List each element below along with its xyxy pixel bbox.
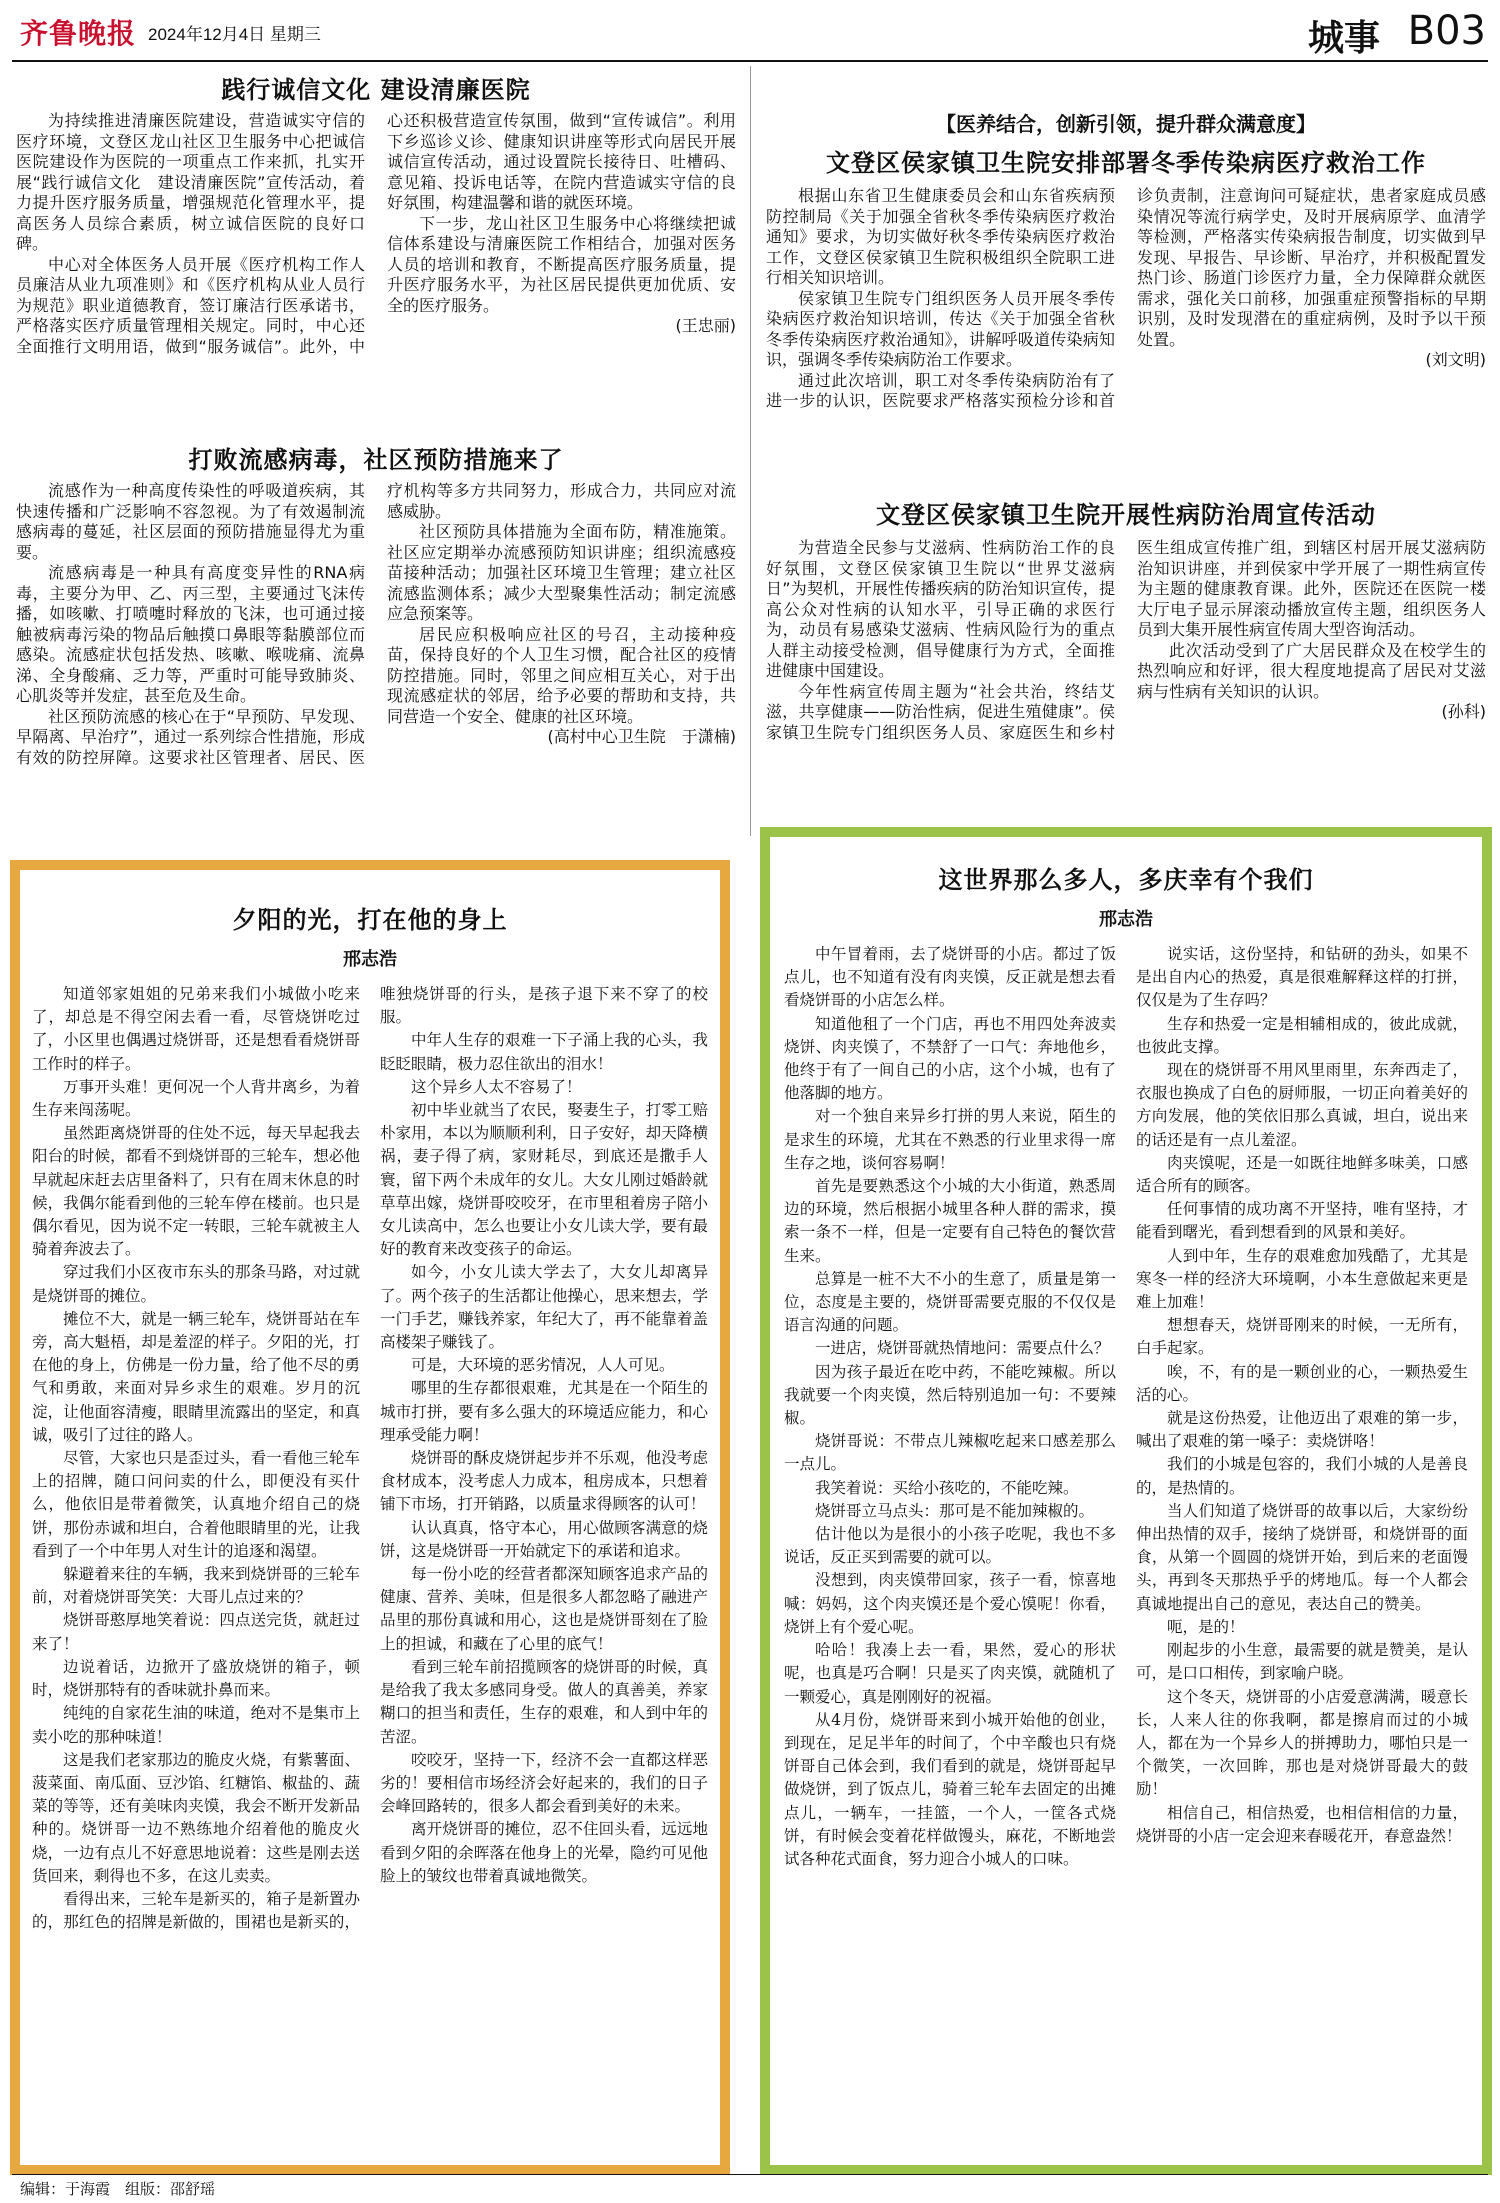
paragraph: 烧饼哥的酥皮烧饼起步并不乐观，他没考虑食材成本，没考虑人力成本，租房成本，只想着铺下市场，打开销路，以质量求得顾客的认可！	[380, 1449, 708, 1514]
paragraph: 咬咬牙，坚持一下，经济不会一直都这样恶劣的！要相信市场经济会好起来的，我们的日子会峰回路转的，很多人都会看到美好的未来。	[380, 1750, 708, 1816]
paragraph: 离开烧饼哥的摊位，忍不住回头看，远远地看到夕阳的余晖落在他身上的光晕，隐约可见他脸上的皱纹也带着真诚地微笑。	[380, 1820, 708, 1885]
article-title: 践行诚信文化 建设清廉医院	[221, 76, 531, 104]
header-rule	[12, 60, 1488, 62]
paragraph: 相信自己，相信热爱，也相信相信的力量，烧饼哥的小店一定会迎来春暖花开，春意盎然！	[1136, 1803, 1468, 1845]
section-title: 城事	[1307, 18, 1380, 59]
paragraph: 万事开头难！更何况一个人背井离乡，为着生存来闯荡呢。	[32, 1077, 360, 1120]
paragraph: 呃，是的！	[1167, 1617, 1245, 1636]
paragraph: 首先是要熟悉这个小城的大小街道，熟悉周边的环境，然后根据小城里各种人群的需求，摸索一条不一样，但是一定要有自己特色的餐饮营生来。	[784, 1177, 1116, 1265]
article-byline: 邢志浩	[1099, 909, 1153, 930]
paragraph: 流感作为一种高度传染性的呼吸道疾病，其快速传播和广泛影响不容忽视。为了有效遏制流感病毒的蔓延，社区层面的预防措施显得尤为重要。	[16, 481, 365, 562]
article-body	[16, 481, 736, 836]
article-title: 夕阳的光，打在他的身上	[232, 906, 508, 934]
article-title: 这世界那么多人，多庆幸有个我们	[938, 866, 1314, 894]
page-number: B03	[1407, 8, 1486, 54]
paragraph: 今年性病宣传周主题为“社会共治，终结艾滋，共享健康——防治性病，促进生殖健康”。侯家镇卫生院专门组织医务人员、家庭医生和乡村医生组成宣传推广组，到辖区村居开展艾滋病防治知识讲座，并到侯家中学开展了一期性病宣传为主题的健康教育课。此外，医院还在医院一楼大厅电子显示屏滚动播放宣传主题，组织医务人员到大集开展性病宣传周大型咨询活动。	[766, 538, 1486, 742]
paragraph: 躲避着来往的车辆，我来到烧饼哥的三轮车前，对着烧饼哥笑笑：大哥儿点过来的？	[32, 1565, 360, 1607]
paragraph: 任何事情的成功离不开坚持，唯有坚持，才能看到曙光，看到想看到的风景和美好。	[1136, 1200, 1468, 1242]
paragraph: 这是我们老家那边的脆皮火烧，有紫薯面、菠菜面、南瓜面、豆沙馅、红糖馅、椒盐的、蔬菜的等等，还有美味肉夹馍，我会不断开发新品种的。烧饼哥一边不熟练地介绍着他的脆皮火烧，一边有点儿不好意思地说着：这些是刚去送货回来，剩得也不多，在这儿卖卖。	[32, 1750, 360, 1885]
paragraph: 社区预防流感的核心在于“早预防、早发现、早隔离、早治疗”，通过一系列综合性措施，形成有效的防控屏障。这要求社区管理者、居民、医疗机构等多方共同努力，形成合力，共同应对流感威胁。	[16, 481, 736, 767]
paragraph: 没想到，肉夹馍带回家，孩子一看，惊喜地喊：妈妈，这个肉夹馍还是个爱心馍呢！你看，烧饼上有个爱心呢。	[784, 1571, 1116, 1636]
paragraph: 初中毕业就当了农民，娶妻生子，打零工赔朴家用，本以为顺顺利利，日子安好，却天降横祸，妻子得了病，家财耗尽，到底还是撒手人寰，留下两个未成年的女儿。大女儿刚过婚龄就草草出嫁，烧饼哥咬咬牙，在市里租着房子陪小女儿读高中，怎么也要让小女儿读大学，要有最好的教育来改变孩子的命运。	[380, 1101, 708, 1259]
paragraph: 肉夹馍呢，还是一如既往地鲜多味美，口感适合所有的顾客。	[1136, 1153, 1468, 1196]
paragraph: 当人们知道了烧饼哥的故事以后，大家纷纷伸出热情的双手，接纳了烧饼哥，和烧饼哥的面食，从第一个圆圆的烧饼开始，到后来的老面馒头，再到冬天那热乎乎的烤地瓜。每一个人都会真诚地提出自己的意见，表达自己的赞美。	[1136, 1501, 1468, 1613]
paragraph: 一进店，烧饼哥就热情地问：需要点什么？	[815, 1339, 1110, 1358]
paragraph: 唉，不，有的是一颗创业的心，一颗热爱生活的心。	[1136, 1362, 1468, 1404]
editor-credits: 编辑：于海霞 组版：邵舒瑶	[20, 2181, 216, 2198]
paragraph: 根据山东省卫生健康委员会和山东省疾病预防控制局《关于加强全省秋冬季传染病医疗救治通知》要求，为切实做好秋冬季传染病医疗救治工作，文登区侯家镇卫生院积极组织全院职工进行相关知识培训。	[766, 186, 1115, 287]
issue-date: 2024年12月4日 星期三	[148, 25, 321, 44]
paragraph: 社区预防具体措施为全面布防，精准施策。社区应定期举办流感预防知识讲座；组织流感疫苗接种活动；加强社区环境卫生管理；建立社区流感监测体系；减少大型聚集性活动；制定流感应急预案等。	[387, 522, 736, 623]
article-lucky-us	[784, 860, 1468, 2178]
paragraph: 刚起步的小生意，最需要的就是赞美，是认可，是口口相传，到家喻户晓。	[1136, 1641, 1468, 1683]
paragraph: 边说着话，边掀开了盛放烧饼的箱子，顿时，烧饼那特有的香味就扑鼻而来。	[32, 1657, 360, 1700]
paragraph: 烧饼哥立马点头：那可是不能加辣椒的。	[815, 1501, 1095, 1520]
paragraph: 中年人生存的艰难一下子涌上我的心头，我眨眨眼睛，极力忍住欲出的泪水！	[380, 1031, 708, 1073]
article-body	[32, 983, 708, 2178]
paragraph: 居民应积极响应社区的号召，主动接种疫苗，保持良好的个人卫生习惯，配合社区的疫情防控措施。同时，邻里之间应相互关心，对于出现流感症状的邻居，给予必要的帮助和支持，共同营造一个安全、健康的社区环境。	[387, 624, 736, 726]
paragraph: 就是这份热爱，让他迈出了艰难的第一步，喊出了艰难的第一嗓子：卖烧饼咯！	[1136, 1409, 1468, 1451]
paragraph: 每一份小吃的经营者都深知顾客追求产品的健康、营养、美味，但是很多人都忽略了融进产品里的那份真诚和用心，这也是烧饼哥刻在了脸上的担诚，和藏在了心里的底气！	[380, 1565, 708, 1653]
article-title: 文登区侯家镇卫生院开展性病防治周宣传活动	[876, 501, 1376, 529]
paragraph: 想想春天，烧饼哥刚来的时候，一无所有，白手起家。	[1136, 1316, 1468, 1358]
newspaper-logo: 齐鲁晚报	[20, 17, 137, 50]
paragraph: 这个冬天，烧饼哥的小店爱意满满，暖意长长，人来人往的你我啊，都是擦肩而过的小城人，都在为一个异乡人的拼搏助力，哪怕只是一个微笑，一次回眸，那也是对烧饼哥最大的鼓励！	[1136, 1687, 1468, 1799]
paragraph: 烧饼哥憨厚地笑着说：四点送完货，就赶过来了！	[32, 1611, 360, 1653]
paragraph: 摊位不大，就是一辆三轮车，烧饼哥站在车旁，高大魁梧，却是羞涩的样子。夕阳的光，打在他的身上，仿佛是一份力量，给了他不尽的勇气和勇敢，来面对异乡求生的艰难。岁月的沉淀，让他面容清瘦，眼睛里流露出的坚定，和真诚，吸引了过往的路人。	[32, 1309, 360, 1444]
article-integrity-hospital	[16, 70, 736, 411]
paragraph: 为持续推进清廉医院建设，营造诚实守信的医疗环境，文登区龙山社区卫生服务中心把诚信医院建设作为医院的一项重点工作来抓，扎实开展“践行诚信文化 建设清廉医院”宣传活动，着力提升医疗服务质量，增强规范化管理水平，提高医务人员综合素质，树立诚信医院的良好口碑。	[16, 111, 365, 253]
paragraph: 中心对全体医务人员开展《医疗机构工作人员廉洁从业九项准则》和《医疗机构从业人员行为规范》职业道德教育，签订廉洁行医承诺书，严格落实医疗质量管理相关规定。同时，中心还全面推行文明用语，做到“服务诚信”。此外，中心还积极营造宣传氛围，做到“宣传诚信”。利用下乡巡诊义诊、健康知识讲座等形式向居民开展诚信宣传活动，通过设置院长接待日、吐槽码、意见箱、投诉电话等，在院内营造诚实守信的良好氛围，构建温馨和谐的就医环境。	[16, 111, 736, 356]
paragraph: 我笑着说：买给小孩吃的，不能吃辣。	[815, 1478, 1079, 1497]
paragraph: 现在的烧饼哥不用风里雨里，东奔西走了，衣服也换成了白色的厨师服，一切正向着美好的方向发展，他的笑依旧那么真诚，坦白，说出来的话还是有一点儿羞涩。	[1136, 1061, 1468, 1149]
article-author: (刘文明)	[1425, 350, 1486, 369]
paragraph: 说实话，这份坚持，和钻研的劲头，如果不是出自内心的热爱，真是很难解释这样的打拼，仅仅是为了生存吗？	[1136, 945, 1468, 1010]
article-title: 文登区侯家镇卫生院安排部署冬季传染病医疗救治工作	[826, 149, 1426, 177]
paragraph: 通过此次培训，职工对冬季传染病防治有了进一步的认识，医院要求严格落实预检分诊和首诊负责制，注意询问可疑症状，患者家庭成员感染情况等流行病学史，及时开展病原学、血清学等检测，严格落实传染病报告制度，切实做到早发现、早报告、早诊断、早治疗，并积极配置发热门诊、肠道门诊医疗力量，全力保障群众就医需求，强化关口前移，加强重症预警指标的早期识别，及时发现潜在的重症病例，及时予以干预处置。	[766, 186, 1486, 410]
paragraph: 生存和热爱一定是相辅相成的，彼此成就，也彼此支撑。	[1136, 1014, 1468, 1056]
paragraph: 从4月份，烧饼哥来到小城开始他的创业，到现在，足足半年的时间了，个中辛酸也只有烧饼哥自己体会到，我们看到的就是，烧饼哥起早做烧饼，到了饭点儿，骑着三轮车去固定的出摊点儿，一辆车，一挂篮，一个人，一筐各式烧饼，有时候会变着花样做馒头，麻花，不断地尝试各种花式面食，努力迎合小城人的口味。	[784, 1710, 1116, 1868]
paragraph: 流感病毒是一种具有高度变异性的RNA病毒，主要分为甲、乙、丙三型，主要通过飞沫传播，如咳嗽、打喷嚏时释放的飞沫，也可通过接触被病毒污染的物品后触摸口鼻眼等黏膜部位而感染。流感症状包括发热、咳嗽、喉咙痛、流鼻涕、全身酸痛、乏力等，严重时可能导致肺炎、心肌炎等并发症，甚至危及生命。	[16, 563, 365, 705]
article-body	[766, 186, 1486, 486]
article-author: (王忠丽)	[675, 316, 736, 335]
paragraph: 纯纯的自家花生油的味道，绝对不是集市上卖小吃的那种味道！	[32, 1704, 360, 1746]
paragraph: 中午冒着雨，去了烧饼哥的小店。都过了饭点儿，也不知道有没有肉夹馍，反正就是想去看看烧饼哥的小店怎么样。	[784, 945, 1116, 1010]
paragraph: 哪里的生存都很艰难，尤其是在一个陌生的城市打拼，要有多么强大的环境适应能力，和心理承受能力啊！	[380, 1379, 708, 1444]
paragraph: 人到中年，生存的艰难愈加残酷了，尤其是寒冬一样的经济大环境啊，小本生意做起来更是难上加难！	[1136, 1246, 1468, 1312]
paragraph: 下一步，龙山社区卫生服务中心将继续把诚信体系建设与清廉医院工作相结合，加强对医务人员的培训和教育，不断提高医疗服务质量，提升医疗服务水平，为社区居民提供更加优质、安全的医疗服务。	[387, 213, 736, 315]
article-body	[784, 943, 1468, 2178]
paragraph: 知道他租了一个门店，再也不用四处奔波卖烧饼、肉夹馍了，不禁舒了一口气：奔地他乡，他终于有了一间自己的小店，这个小城，也有了他落脚的地方。	[784, 1014, 1116, 1103]
paragraph: 为营造全民参与艾滋病、性病防治工作的良好氛围，文登区侯家镇卫生院以“世界艾滋病日”为契机，开展性传播疾病的防治知识宣传，提高公众对性病的认知水平，引导正确的求医行为，动员有易感染艾滋病、性病风险行为的重点人群主动接受检测，倡导健康行为方式，全面推进健康中国建设。	[766, 538, 1115, 680]
article-byline: 邢志浩	[343, 949, 397, 970]
paragraph: 如今，小女儿读大学去了，大女儿却离异了。两个孩子的生活都让他操心，思来想去，学一门手艺，赚钱养家，年纪大了，再不能靠着盖高楼架子赚钱了。	[380, 1263, 708, 1352]
paragraph: 穿过我们小区夜市东头的那条马路，对过就是烧饼哥的摊位。	[32, 1263, 360, 1305]
paragraph: 因为孩子最近在吃中药，不能吃辣椒。所以我就要一个肉夹馍，然后特别追加一句：不要辣椒。	[784, 1362, 1116, 1428]
paragraph: 我们的小城是包容的，我们小城的人是善良的，是热情的。	[1136, 1455, 1468, 1497]
paragraph: 看得出来，三轮车是新买的，箱子是新置办的，那红色的招牌是新做的，围裙也是新买的，唯独烧饼哥的行头，是孩子退下来不穿了的校服。	[32, 985, 708, 1932]
article-kicker: 【医养结合，创新引领，提升群众满意度】	[936, 112, 1316, 136]
article-title: 打败流感病毒，社区预防措施来了	[188, 446, 564, 474]
paragraph: 这个异乡人太不容易了！	[411, 1077, 582, 1096]
article-winter-disease	[766, 108, 1486, 486]
article-author: (高村中心卫生院 于潇楠)	[547, 727, 736, 746]
paragraph: 认认真真，恪守本心，用心做顾客满意的烧饼，这是烧饼哥一开始就定下的承诺和追求。	[380, 1518, 708, 1560]
paragraph: 对一个独自来异乡打拼的男人来说，陌生的是求生的环境，尤其在不熟悉的行业里求得一席生存之地，谈何容易啊！	[784, 1107, 1116, 1172]
article-author: (孙科)	[1441, 702, 1486, 721]
paragraph: 看到三轮车前招揽顾客的烧饼哥的时候，真是给我了我太多感同身受。做人的真善美，养家糊口的担当和责任，生存的艰难，和人到中年的苦涩。	[380, 1657, 708, 1746]
article-body	[766, 538, 1486, 828]
paragraph: 虽然距离烧饼哥的住处不远，每天早起我去阳台的时候，都看不到烧饼哥的三轮车，想必他早就起床赶去店里备料了，只有在周末休息的时候，我偶尔能看到他的三轮车停在楼前。也只是偶尔看见，因为说不定一转眼，三轮车就被主人骑着奔波去了。	[32, 1124, 360, 1259]
article-body	[16, 111, 736, 411]
paragraph: 哈哈！我凑上去一看，果然，爱心的形状呢，也真是巧合啊！只是买了肉夹馍，就随机了一颗爱心，真是刚刚好的祝福。	[784, 1641, 1116, 1706]
paragraph: 此次活动受到了广大居民群众及在校学生的热烈响应和好评，很大程度地提高了居民对艾滋病与性病有关知识的认识。	[1137, 640, 1486, 701]
paragraph: 侯家镇卫生院专门组织医务人员开展冬季传染病医疗救治知识培训，传达《关于加强全省秋冬季传染病医疗救治通知》，讲解呼吸道传染病知识，强调冬季传染病防治工作要求。	[766, 288, 1115, 369]
footer-rule	[12, 2174, 1488, 2175]
paragraph: 可是，大环境的恶劣情况，人人可见。	[411, 1356, 675, 1375]
article-std-week	[766, 495, 1486, 828]
column-divider	[750, 66, 751, 836]
paragraph: 知道邻家姐姐的兄弟来我们小城做小吃来了，却总是不得空闲去看一看，尽管烧饼吃过了，小区里也偶遇过烧饼哥，还是想看看烧饼哥工作时的样子。	[32, 985, 360, 1073]
article-flu-prevention	[16, 440, 736, 836]
page-header	[0, 0, 1500, 62]
paragraph: 烧饼哥说：不带点儿辣椒吃起来口感差那么一点儿。	[784, 1432, 1116, 1474]
article-sunset-light	[32, 900, 708, 2178]
paragraph: 尽管，大家也只是歪过头，看一看他三轮车上的招牌，随口问问卖的什么，即便没有买什么，他依旧是带着微笑，认真地介绍自己的烧饼，那份赤诚和坦白，合着他眼睛里的光，让我看到了一个中年男人对生计的追逐和渴望。	[32, 1449, 360, 1560]
paragraph: 总算是一桩不大不小的生意了，质量是第一位，态度是主要的，烧饼哥需要克服的不仅仅是语言沟通的问题。	[784, 1269, 1116, 1335]
paragraph: 估计他以为是很小的小孩子吃呢，我也不多说话，反正买到需要的就可以。	[784, 1525, 1116, 1567]
